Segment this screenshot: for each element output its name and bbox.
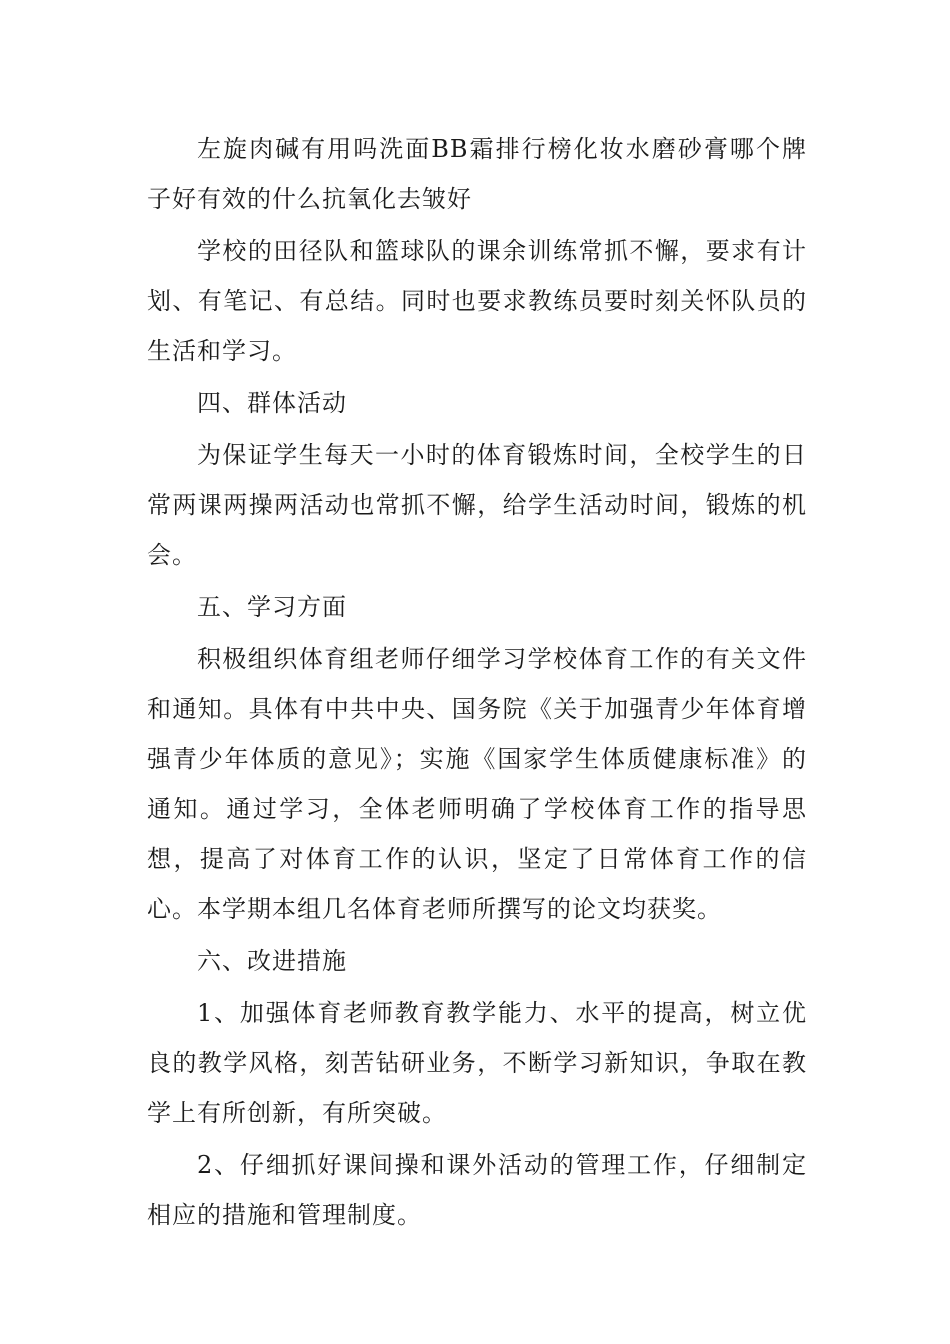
paragraph-intro: 左旋肉碱有用吗洗面BB霜排行榜化妆水磨砂膏哪个牌子好有效的什么抗氧化去皱好 <box>147 135 807 213</box>
heading-group-activities: 四、群体活动 <box>197 389 347 417</box>
document-body <box>147 124 807 1240</box>
heading-improvements: 六、改进措施 <box>197 947 347 975</box>
paragraph-improvement-1: 1、加强体育老师教育教学能力、水平的提高，树立优良的教学风格，刻苦钻研业务，不断学习新知识，争取在教学上有所创新，有所突破。 <box>147 999 807 1127</box>
heading-study: 五、学习方面 <box>197 593 347 621</box>
paragraph-improvement-2: 2、仔细抓好课间操和课外活动的管理工作，仔细制定相应的措施和管理制度。 <box>147 1151 807 1229</box>
paragraph-group-activities: 为保证学生每天一小时的体育锻炼时间，全校学生的日常两课两操两活动也常抓不懈，给学生活动时间，锻炼的机会。 <box>147 441 807 569</box>
paragraph-training: 学校的田径队和篮球队的课余训练常抓不懈，要求有计划、有笔记、有总结。同时也要求教练员要时刻关怀队员的生活和学习。 <box>147 237 807 365</box>
paragraph-study: 积极组织体育组老师仔细学习学校体育工作的有关文件和通知。具体有中共中央、国务院《关于加强青少年体育增强青少年体质的意见》；实施《国家学生体质健康标准》的通知。通过学习，全体老师明确了学校体育工作的指导思想，提高了对体育工作的认识，坚定了日常体育工作的信心。本学期本组几名体育老师所撰写的论文均获奖。 <box>147 645 807 923</box>
